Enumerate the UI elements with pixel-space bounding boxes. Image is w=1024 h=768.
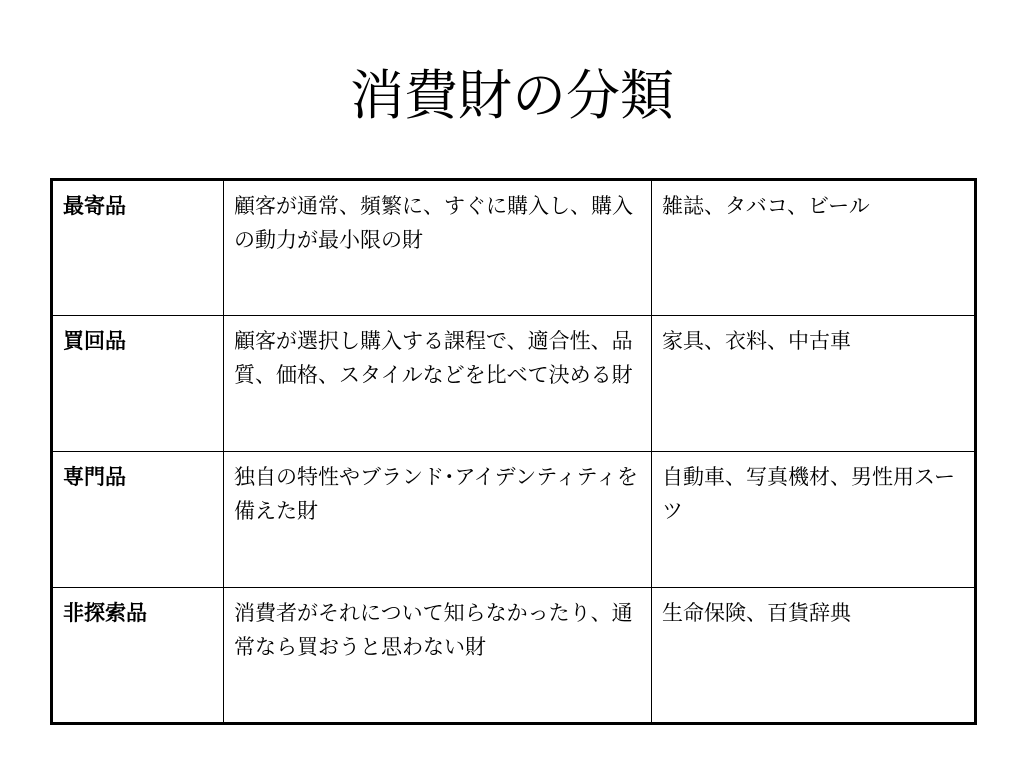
category-cell: 専門品 — [52, 452, 224, 588]
category-cell: 最寄品 — [52, 180, 224, 316]
table-row — [52, 588, 976, 724]
table-row — [52, 180, 976, 316]
examples-cell: 生命保険、百貨辞典 — [652, 588, 976, 724]
description-cell: 顧客が選択し購入する課程で、適合性、品質、価格、スタイルなどを比べて決める財 — [224, 316, 652, 452]
description-cell: 顧客が通常、頻繁に、すぐに購入し、購入の動力が最小限の財 — [224, 180, 652, 316]
table-row — [52, 452, 976, 588]
category-cell: 非探索品 — [52, 588, 224, 724]
description-cell: 消費者がそれについて知らなかったり、通常なら買おうと思わない財 — [224, 588, 652, 724]
consumer-goods-table — [50, 178, 977, 725]
category-cell: 買回品 — [52, 316, 224, 452]
examples-cell: 家具、衣料、中古車 — [652, 316, 976, 452]
table-row — [52, 316, 976, 452]
description-cell: 独自の特性やブランド･アイデンティティを備えた財 — [224, 452, 652, 588]
examples-cell: 雑誌、タバコ、ビール — [652, 180, 976, 316]
examples-cell: 自動車、写真機材、男性用スーツ — [652, 452, 976, 588]
slide-title: 消費財の分類 — [350, 64, 674, 127]
